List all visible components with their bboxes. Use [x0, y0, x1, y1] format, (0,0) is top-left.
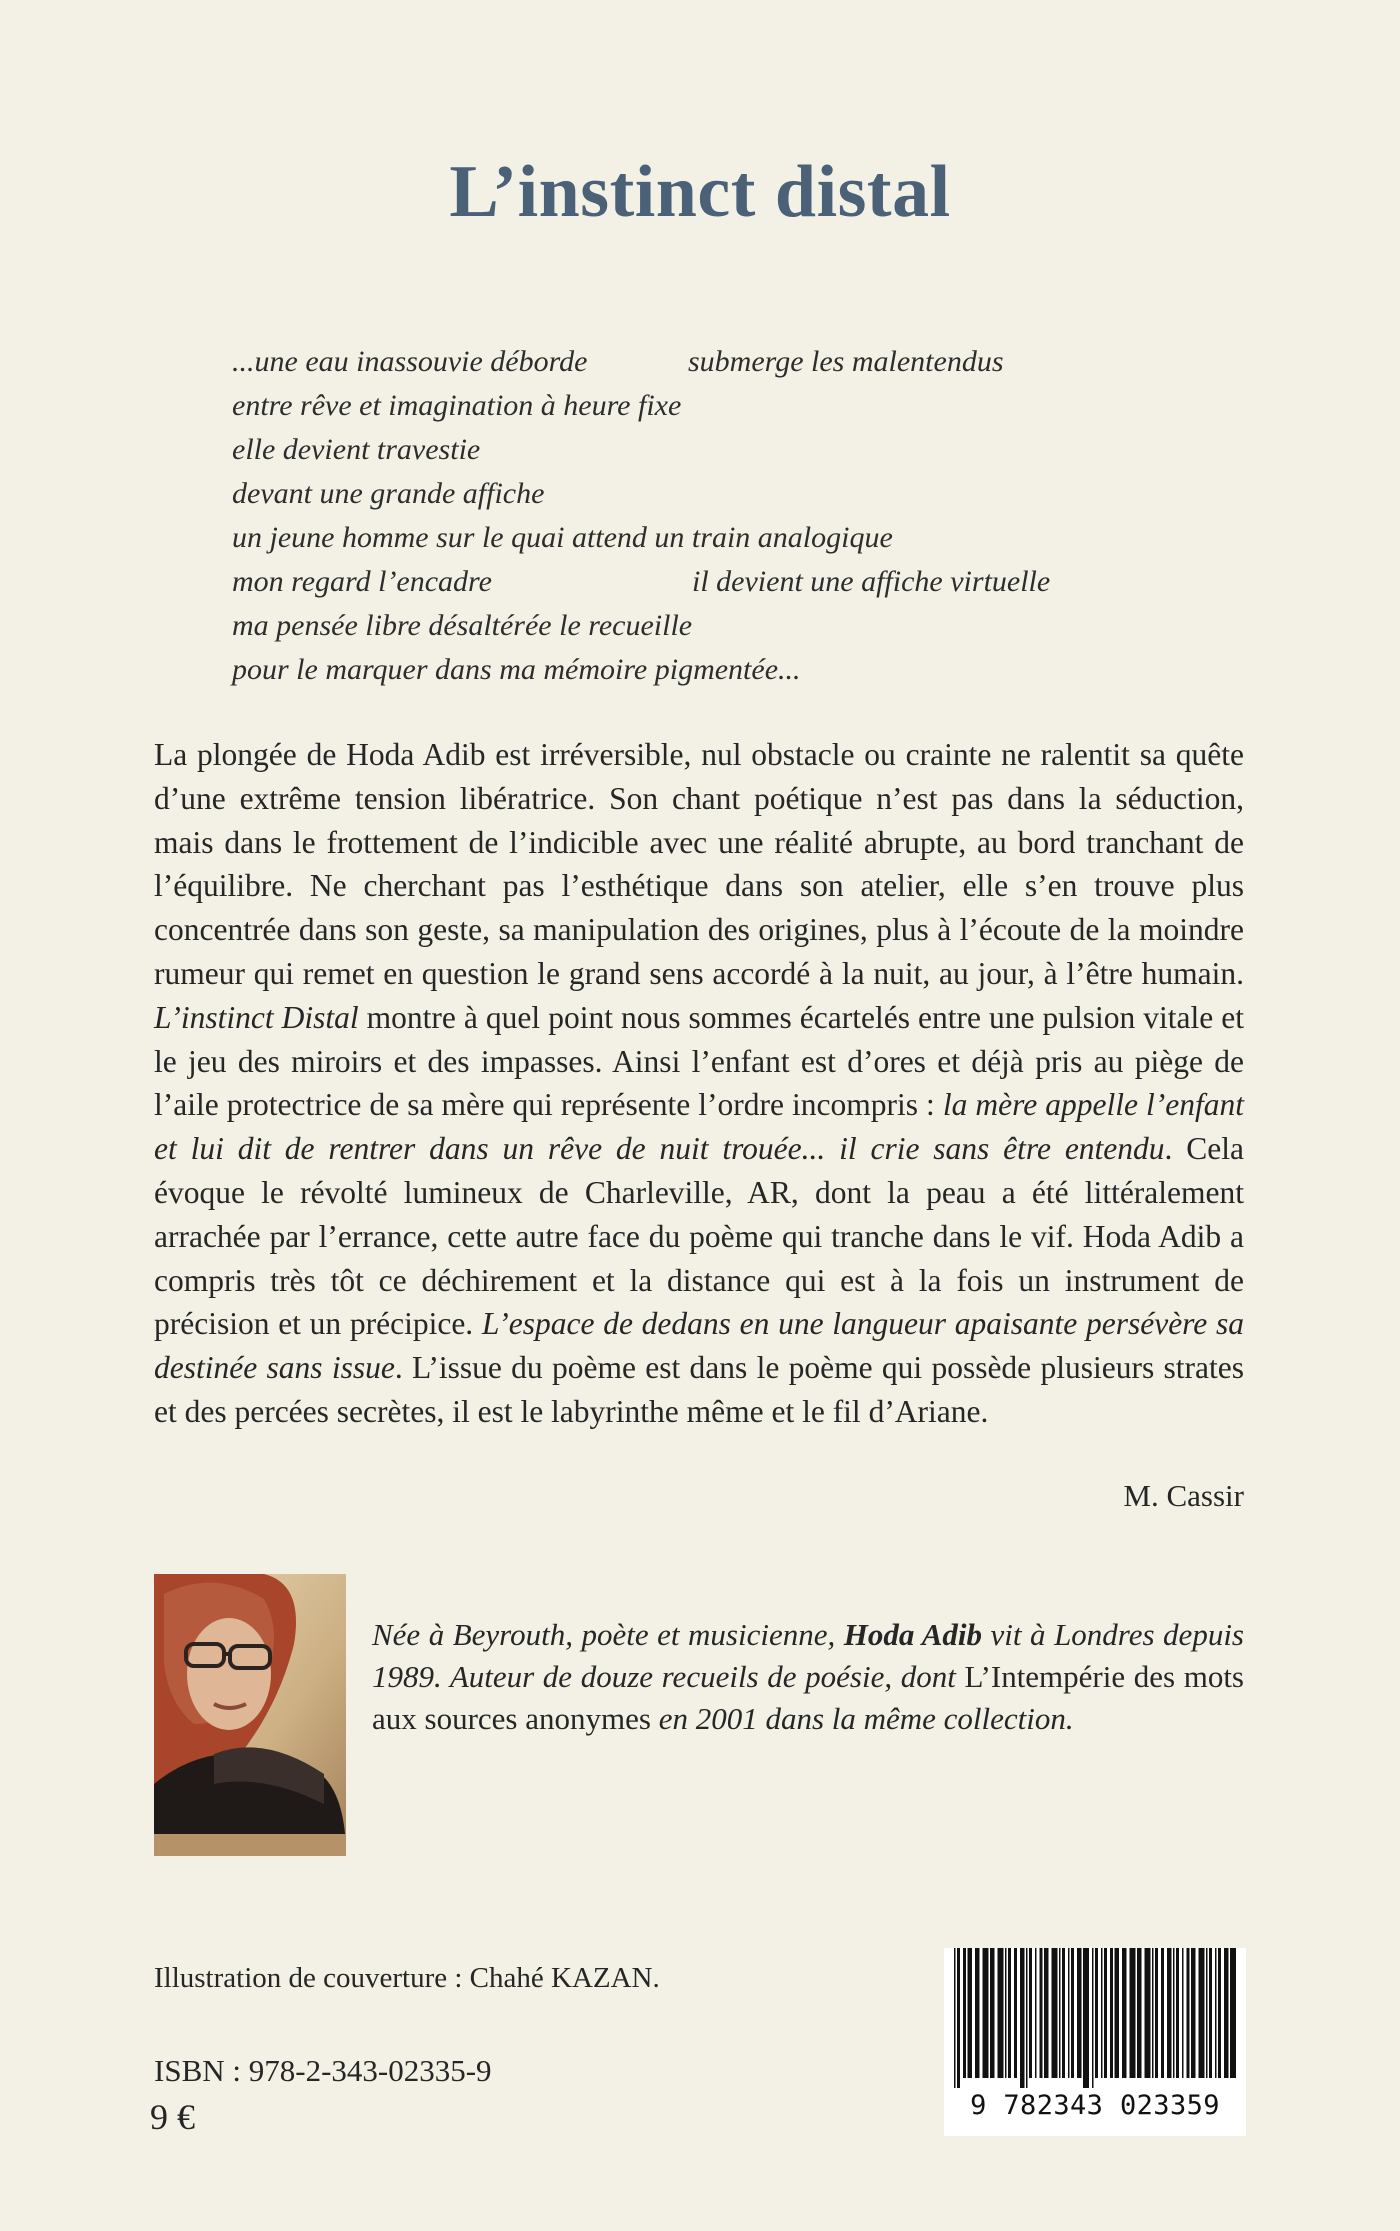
barcode-bar: [1071, 1948, 1074, 2078]
barcode-bar: [1008, 1948, 1011, 2078]
barcode-bar: [1020, 1948, 1025, 2088]
barcode-bar: [975, 1948, 980, 2078]
barcode-bar: [957, 1948, 960, 2088]
barcode-bar: [1199, 1948, 1205, 2078]
bio-text: Née à Beyrouth, poète et musicienne,: [372, 1617, 844, 1652]
barcode-bars: [944, 1948, 1246, 2088]
poem-line-text: devant une grande affiche: [232, 477, 545, 510]
blurb-text: . L’issue du poème est dans le poème qui possède plusieurs strates et des percées secrètes, il est le labyrinthe même et le fil d’Ariane.: [154, 1350, 1244, 1429]
barcode-bar: [1182, 1948, 1184, 2078]
barcode-bar: [1122, 1948, 1127, 2078]
poem-line-text: il devient une affiche virtuelle: [692, 565, 1051, 598]
blurb-signature: M. Cassir: [1123, 1478, 1244, 1513]
barcode-bar: [1137, 1948, 1142, 2078]
barcode-bar: [1191, 1948, 1196, 2078]
bio-text: en 2001 dans la même collection.: [650, 1701, 1074, 1736]
bio-paragraph: [372, 1614, 1244, 1740]
poem-line-text: ...une eau inassouvie déborde: [232, 345, 588, 378]
barcode-bar: [1209, 1948, 1212, 2078]
barcode-bar: [1059, 1948, 1061, 2078]
back-cover-blurb: [154, 733, 1244, 1434]
barcode-bar: [1173, 1948, 1175, 2078]
blurb-text: montre à quel point nous sommes écartelés entre une pulsion vitale et le jeu des miroirs et des impasses. Ainsi l’enfant est d’ores et déjà pris au piège de l’aile protectrice de sa mère qui représente l’ordre incompris :: [154, 999, 1244, 1123]
barcode-bar: [1187, 1948, 1190, 2078]
barcode-bar: [998, 1948, 1004, 2078]
barcode-bar: [1152, 1948, 1154, 2078]
poem-line-text: un jeune homme sur le quai attend un train analogique: [232, 521, 893, 554]
barcode-bar: [1206, 1948, 1208, 2078]
barcode-bar: [1040, 1948, 1043, 2078]
blurb-quote: la mère appelle l’enfant et lui dit de rentrer dans un rêve de nuit trouée... il crie sans être entendu: [154, 1087, 1244, 1167]
barcode-bar: [990, 1948, 995, 2078]
poem-line-text: pour le marquer dans ma mémoire pigmentée...: [232, 653, 801, 686]
barcode-bar: [1161, 1948, 1164, 2078]
poem-line: [232, 340, 1132, 384]
poem-line-text: elle devient travestie: [232, 433, 481, 466]
barcode-bar: [1224, 1948, 1229, 2078]
poem-line: [232, 604, 1132, 648]
barcode-bar: [1167, 1948, 1172, 2078]
blurb-text: . Cela évoque le révolté lumineux de Charleville, AR, dont la peau a été littéralement arrachée par l’errance, cette autre face du poème qui tranche dans le vif. Hoda Adib a compris très tôt ce déchirement et la distance qui est à la fois un instrument de précision et un précipice.: [154, 1131, 1244, 1342]
barcode-bar: [1052, 1948, 1058, 2078]
barcode-bar: [1176, 1948, 1179, 2078]
barcode-bar: [1145, 1948, 1151, 2078]
barcode-bar: [1005, 1948, 1007, 2078]
price: 9 €: [150, 2097, 195, 2137]
barcode-bar: [1101, 1948, 1103, 2078]
bio-text: vit à Londres depuis 1989. Auteur de douze recueils de poésie, dont: [372, 1617, 1244, 1694]
barcode-bar: [1029, 1948, 1032, 2078]
isbn: ISBN : 978-2-343-02335-9: [154, 2053, 492, 2088]
poem-line-text: submerge les malentendus: [688, 345, 1004, 378]
blurb-book-title: L’instinct Distal: [154, 999, 359, 1035]
barcode-bar: [1044, 1948, 1049, 2078]
barcode-bar: [1215, 1948, 1217, 2078]
blurb-text: La plongée de Hoda Adib est irréversible, nul obstacle ou crainte ne ralentit sa quête d’une extrême tension libératrice. Son chant poétique n’est pas dans la séduction, mais dans le frottement de l’indicible avec une réalité abrupte, au bord tranchant de l’équilibre. Ne cherchant pas l’esthétique dans son atelier, elle s’en trouve plus concentrée dans son geste, sa manipulation des origines, plus à l’écoute de la moindre rumeur qui remet en question le grand sens accordé à la nuit, au jour, à l’être humain.: [154, 737, 1244, 991]
barcode-bar: [954, 1948, 956, 2088]
barcode-bar: [1092, 1948, 1094, 2088]
barcode-bar: [1026, 1948, 1028, 2088]
author-name: Hoda Adib: [843, 1617, 983, 1652]
poem-line-text: entre rêve et imagination à heure fixe: [232, 389, 682, 422]
poem-line-text: mon regard l’encadre: [232, 565, 492, 598]
poem-line: [232, 516, 1132, 560]
author-photo: [154, 1574, 346, 1856]
barcode-bar: [1130, 1948, 1136, 2078]
barcode-bar: [1218, 1948, 1221, 2078]
barcode-bar: [1095, 1948, 1098, 2078]
author-bio: [372, 1614, 1244, 1740]
author-portrait-image: [154, 1574, 346, 1856]
poem-line: [232, 472, 1132, 516]
barcode-bar: [1155, 1948, 1158, 2078]
barcode-bar: [963, 1948, 966, 2078]
poem-line-text: ma pensée libre désaltérée le recueille: [232, 609, 693, 642]
barcode-bar: [1104, 1948, 1107, 2078]
barcode-bar: [1014, 1948, 1017, 2078]
book-title: L’instinct distal: [449, 151, 951, 233]
poem-line: [232, 384, 1132, 428]
poem-line: [232, 560, 1132, 604]
barcode-bar: [983, 1948, 989, 2078]
bio-book-title: L’Intempérie des mots aux sources anonymes: [372, 1659, 1244, 1736]
barcode: [944, 1948, 1246, 2136]
barcode-bar: [1077, 1948, 1082, 2078]
barcode-bar: [1035, 1948, 1037, 2078]
barcode-digits: 9 782343 023359: [970, 2090, 1220, 2121]
barcode-bar: [1230, 1948, 1236, 2078]
barcode-bar: [1062, 1948, 1065, 2078]
blurb-paragraph: [154, 733, 1244, 1434]
poem-line: [232, 428, 1132, 472]
blurb-quote: L’espace de dedans en une langueur apaisante persévère sa destinée sans issue: [154, 1306, 1244, 1386]
barcode-bar: [1083, 1948, 1089, 2088]
barcode-bar: [1110, 1948, 1113, 2078]
illustration-credit: Illustration de couverture : Chahé KAZAN.: [154, 1962, 660, 1994]
barcode-bar: [968, 1948, 973, 2078]
poem-excerpt: [232, 340, 1132, 692]
poem-line: [232, 648, 1132, 692]
barcode-bar: [1115, 1948, 1120, 2078]
barcode-bar: [1068, 1948, 1070, 2078]
